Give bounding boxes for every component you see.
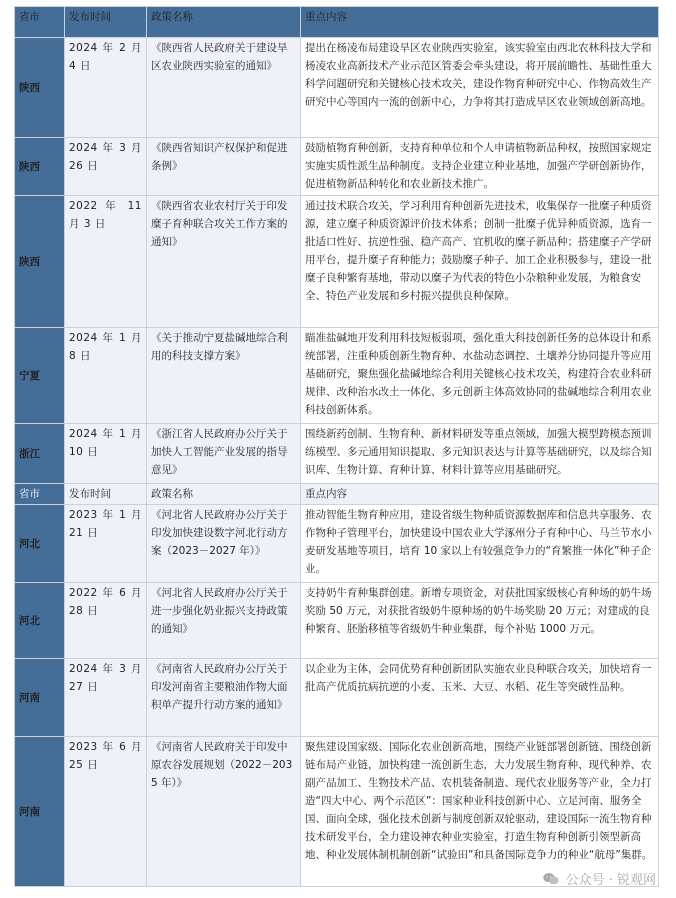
table-row [15, 38, 659, 138]
watermark-text: 公众号 · 锐观网 [565, 873, 656, 888]
province-cell: 河北 [15, 583, 65, 659]
date-cell: 2023 年 1 月 21 日 [65, 505, 147, 583]
policy-name-cell: 《浙江省人民政府办公厅关于加快人工智能产业发展的指导意见》 [147, 424, 301, 484]
wechat-icon [542, 872, 560, 886]
header-policy: 政策名称 [147, 484, 301, 505]
content-cell: 提出在杨凌布局建设旱区农业陕西实验室，该实验室由西北农林科技大学和杨凌农业高新技术产业示范区管委会牵头建设，将开展前瞻性、基础性重大科学问题研究和关键核心技术攻关，建设作物育种研究中心、作物高效生产研究中心等国内一流的创新中心，力争将其打造成旱区农业领域创新高地。 [301, 38, 659, 138]
header-province: 省市 [15, 7, 65, 38]
header-content: 重点内容 [301, 484, 659, 505]
date-cell: 2024 年 3 月 27 日 [65, 659, 147, 737]
policy-name-cell: 《陕西省人民政府关于建设旱区农业陕西实验室的通知》 [147, 38, 301, 138]
province-cell: 河北 [15, 505, 65, 583]
table-row [15, 505, 659, 583]
policy-name-cell: 《关于推动宁夏盐碱地综合利用的科技支撑方案》 [147, 328, 301, 424]
policy-name-cell: 《陕西省农业农村厅关于印发糜子育种联合攻关工作方案的通知》 [147, 196, 301, 328]
province-cell: 陕西 [15, 38, 65, 138]
content-cell: 推动智能生物育种应用，建设省级生物种质资源数据库和信息共享服务、农作物种子管理平台，加快建设中国农业大学涿州分子育种中心、马兰节水小麦研发基地等项目，培育 10 家以上有较强竞争力的“育繁推一体化”种子企业。 [301, 505, 659, 583]
content-cell: 通过技术联合攻关，学习利用育种创新先进技术，收集保存一批糜子种质资源，建立糜子种质资源评价技术体系；创制一批糜子优异种质资源，选育一批适口性好、抗逆性强、稳产高产、宜机收的糜子新品种；搭建糜子产学研用平台，提升糜子育种能力；鼓励糜子种子、加工企业积极参与，建设一批糜子良种繁育基地，带动以糜子为代表的特色小杂粮种业发展，为粮食安全、特色产业发展和乡村振兴提供良种保障。 [301, 196, 659, 328]
table-header-row [15, 7, 659, 38]
date-cell: 2022 年 6 月 28 日 [65, 583, 147, 659]
policy-name-cell: 《陕西省知识产权保护和促进条例》 [147, 138, 301, 196]
header-policy: 政策名称 [147, 7, 301, 38]
policy-name-cell: 《河北省人民政府办公厅关于印发加快建设数字河北行动方案（2023－2027 年）》 [147, 505, 301, 583]
header-content: 重点内容 [301, 7, 659, 38]
table-row [15, 138, 659, 196]
content-cell: 聚焦建设国家级、国际化农业创新高地，围绕产业链部署创新链、围绕创新链布局产业链，加快构建一流创新生态，大力发展生物育种、现代种养、农副产品加工、生物技术产品、农机装备制造、现代农业服务等产业，全力打造“四大中心、两个示范区”：国家种业科技创新中心、立足河南、服务全国、面向全球，强化技术创新与制度创新双轮驱动，建设国际一流生物育种技术研发平台，全力建设神农种业实验室，打造生物育种创新引领型新高地、种业发展体制机制创新“试验田”和具备国际竞争力的种业“航母”集群。 [301, 737, 659, 887]
table-row [15, 583, 659, 659]
header-province: 省市 [15, 484, 65, 505]
content-cell: 瞄准盐碱地开发利用科技短板弱项，强化重大科技创新任务的总体设计和系统部署，注重种质创新生物育种、水盐动态调控、土壤养分协同提升等应用基础研究，聚焦强化盐碱地综合利用关键核心技术攻关，构建符合农业科研规律、改种治水改土一体化、多元创新主体高效协同的盐碱地综合利用农业科技创新体系。 [301, 328, 659, 424]
date-cell: 2024 年 2 月 4 日 [65, 38, 147, 138]
date-cell: 2022 年 11 月 3 日 [65, 196, 147, 328]
date-cell: 2024 年 1 月 8 日 [65, 328, 147, 424]
table-row [15, 659, 659, 737]
policy-name-cell: 《河南省人民政府办公厅关于印发河南省主要粮油作物大面积单产提升行动方案的通知》 [147, 659, 301, 737]
table-row [15, 196, 659, 328]
table-row [15, 737, 659, 887]
policy-table [14, 6, 659, 887]
content-cell: 围绕新药创制、生物育种、新材料研发等重点领域，加强大模型跨模态预训练模型、多元通用知识提取、多元知识表达与计算等基础研究，以及综合知识库、生物计算、育种计算、材料计算等应用基础研究。 [301, 424, 659, 484]
header-date: 发布时间 [65, 484, 147, 505]
date-cell: 2024 年 1 月 10 日 [65, 424, 147, 484]
province-cell: 河南 [15, 659, 65, 737]
province-cell: 宁夏 [15, 328, 65, 424]
table-row [15, 424, 659, 484]
province-cell: 浙江 [15, 424, 65, 484]
policy-name-cell: 《河北省人民政府办公厅关于进一步强化奶业振兴支持政策的通知》 [147, 583, 301, 659]
date-cell: 2023 年 6 月 25 日 [65, 737, 147, 887]
content-cell: 以企业为主体，会同优势育种创新团队实施农业良种联合攻关，加快培育一批高产优质抗病抗逆的小麦、玉米、大豆、水稻、花生等突破性品种。 [301, 659, 659, 737]
repeated-header-row [15, 484, 659, 505]
watermark [542, 869, 656, 888]
province-cell: 陕西 [15, 196, 65, 328]
header-date: 发布时间 [65, 7, 147, 38]
content-cell: 鼓励植物育种创新，支持育种单位和个人申请植物新品种权，按照国家规定实施实质性派生品种制度。支持企业建立种业基地，加强产学研创新协作，促进植物新品种转化和农业新技术推广。 [301, 138, 659, 196]
province-cell: 陕西 [15, 138, 65, 196]
date-cell: 2024 年 3 月 26 日 [65, 138, 147, 196]
table-row [15, 328, 659, 424]
content-cell: 支持奶牛育种集群创建。新增专项资金，对获批国家级核心育种场的奶牛场奖励 50 万元，对获批省级奶牛原种场的奶牛场奖励 20 万元；对建成的良种繁育、胚胎移植等省级奶牛种业集群，每个补贴 1000 万元。 [301, 583, 659, 659]
policy-name-cell: 《河南省人民政府关于印发中原农谷发展规划（2022－2035 年）》 [147, 737, 301, 887]
province-cell: 河南 [15, 737, 65, 887]
